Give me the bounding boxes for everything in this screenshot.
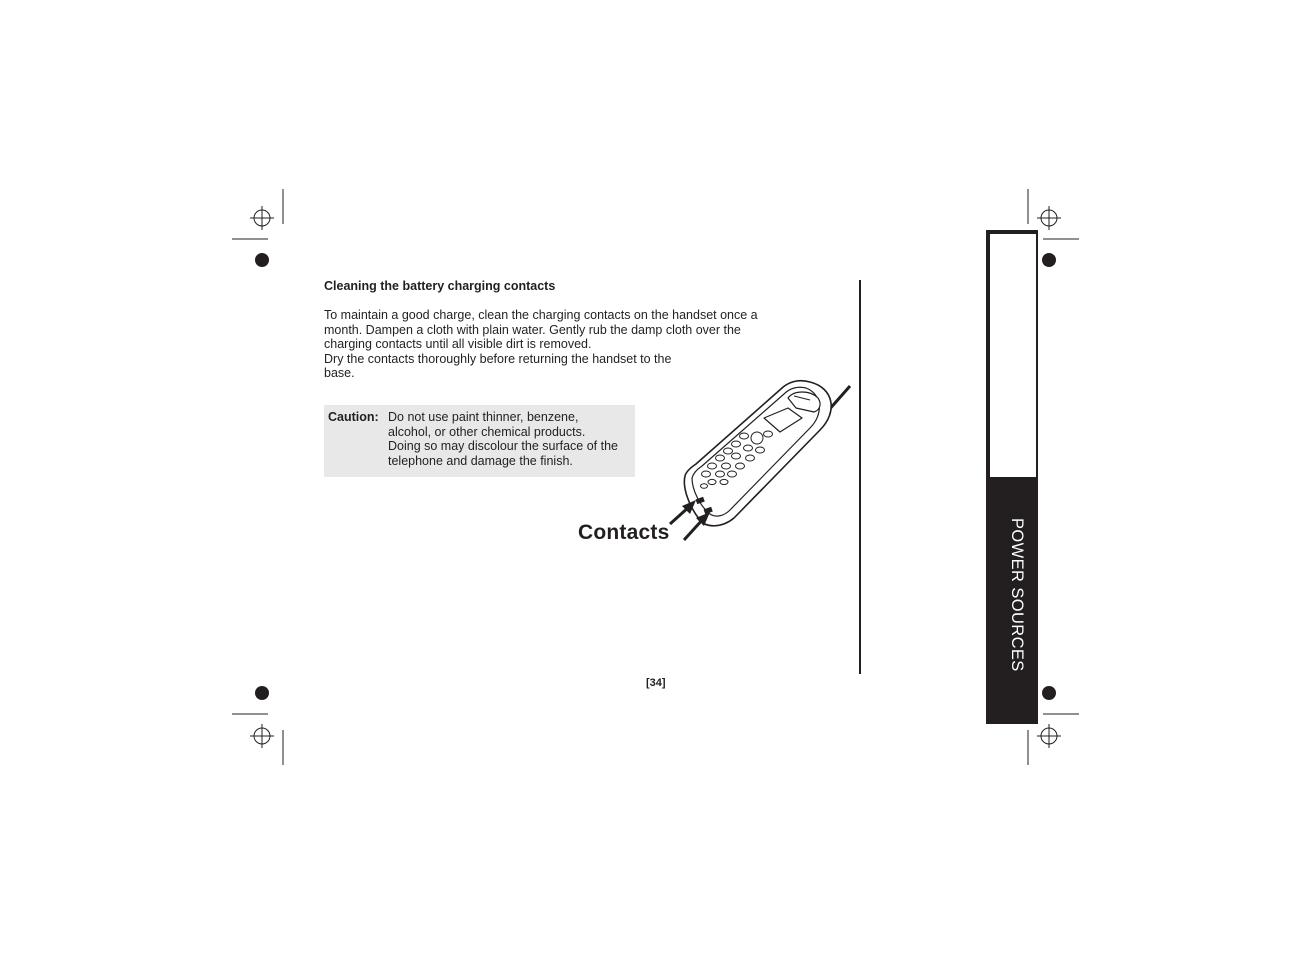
body-line: To maintain a good charge, clean the charging contacts on the handset once a	[324, 308, 758, 322]
side-tab-blank-area	[990, 234, 1036, 477]
caution-line: alcohol, or other chemical products.	[388, 424, 586, 439]
column-divider	[859, 280, 861, 674]
caution-box	[324, 405, 635, 477]
caution-line: telephone and damage the finish.	[388, 453, 573, 468]
body-line: month. Dampen a cloth with plain water. Gently rub the damp cloth over the	[324, 322, 741, 337]
body-text	[324, 308, 794, 381]
body-line: Dry the contacts thoroughly before returning the handset to the	[324, 351, 672, 366]
caution-line: Doing so may discolour the surface of the	[388, 439, 618, 454]
section-heading: Cleaning the battery charging contacts	[324, 279, 556, 293]
body-line: charging contacts until all visible dirt is removed.	[324, 337, 592, 352]
cordless-handset-icon	[660, 378, 860, 550]
body-line: base.	[324, 366, 355, 381]
caution-label: Caution:	[328, 410, 379, 424]
contacts-label: Contacts	[578, 521, 670, 544]
caution-line: Do not use paint thinner, benzene,	[388, 410, 579, 424]
side-tab-label: POWER SOURCES	[1008, 518, 1026, 672]
page-number: [34]	[646, 677, 666, 689]
caution-text	[388, 410, 633, 468]
